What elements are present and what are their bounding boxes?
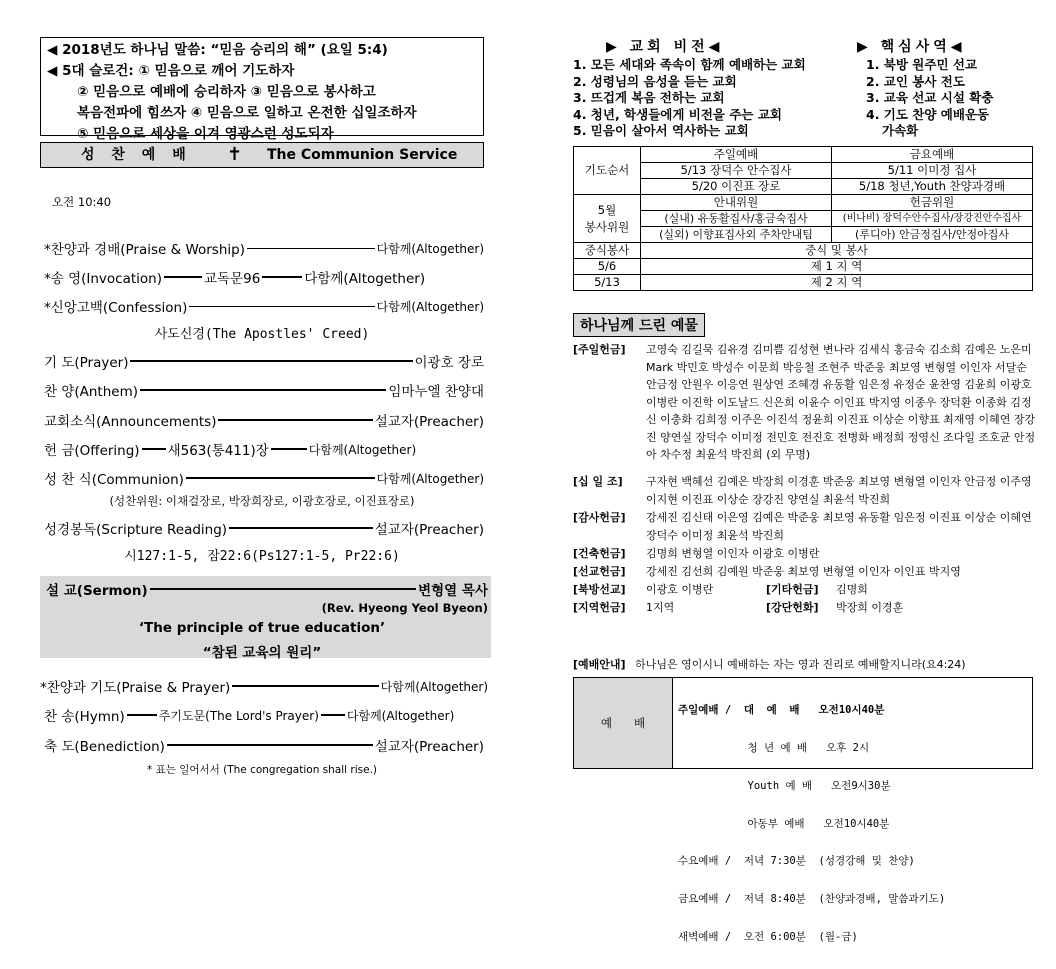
order-item: 찬 송(Hymn) [44,709,125,725]
vision-title: ▶ 교회 비전◀ [606,39,724,55]
ministry-title: ▶ 핵심사역◀ [857,39,966,55]
order-item: *신앙고백(Confession) [44,300,188,316]
offering-label: [건축헌금] [573,547,626,560]
lunch-value: 제 2 지 역 [641,275,1033,291]
motto-line-3: ② 믿음으로 예배에 승리하자 ③ 믿음으로 봉사하고 [77,84,376,100]
sunday-head: 주일예배 [641,147,832,163]
creed: 사도신경(The Apostles' Creed) [154,327,370,342]
service-title-english: The Communion Service [267,147,458,163]
order-item: 찬 양(Anthem) [44,384,139,400]
offering-label: [지역헌금] [573,601,626,614]
offering-label: [북방선교] [573,583,626,596]
schedule-line: 새벽예배 / 오전 6:00분 (월-금) [678,930,858,943]
offering-names: 1지역 [646,601,675,614]
scripture-reference: 시127:1-5, 잠22:6(Ps127:1-5, Pr22:6) [124,549,400,564]
offering-names: 김명희 변형열 이인자 이광호 이병란 [646,547,820,560]
cross-icon: ✝ [227,144,243,165]
prayer-label: 기도순서 [574,147,641,195]
vision-item: 3. 뜨겁게 복음 전하는 교회 [573,90,725,105]
lunch-date: 5/13 [574,275,641,291]
schedule-line: Youth 예 배 오전9시30분 [678,779,891,792]
ministry-item: 2. 교인 봉사 전도 [866,73,965,89]
sermon-title-english: ‘The principle of true education’ [138,620,386,636]
worship-guide-text: 하나님은 영이시니 예배하는 자는 영과 진리로 예배할지니라(요4:24) [635,658,966,671]
service-banner [40,142,484,168]
order-item: 기 도(Prayer) [44,355,129,371]
order-item: *송 영(Invocation) [44,271,162,287]
ministry-item: 4. 기도 찬양 예배운동 [866,106,990,122]
order-leader: 설교자(Preacher) [374,739,484,755]
order-leader: 다함께(Altogether) [346,708,455,723]
offering-label: [감사헌금] [573,511,626,524]
lunch-head: 중식 및 봉사 [641,243,1033,259]
offering-names: 고영숙 김길묵 김유경 김미쁨 김성현 변나라 김세식 홍금숙 김소희 김예은 노은미 Mark 박민호 박성수 이문희 박응철 조현주 박준웅 최보영 변형열 이인자 서달순 안금정 안원우 이응연 원상연 조혜경 유동활 임은정 유정순 윤찬영 김윤희 이광호 이병란 이진학 이도날드 신은희 이윤수 이인표 박지영 이종우 장덕환 이종화 김정신 이충화 김희정 이주은 이진석 정윤희 이진표 이상순 이향표 최재영 이혜연 장강진 양연실 장덕수 이미정 전민호 전진호 전병화 배정희 정영신 조다일 조호균 안정아 차수정 최윤석 박진희 (외 무명) [646,343,1036,461]
service-title-korean: 성 찬 예 배 [81,147,192,163]
vision-item: 4. 청년, 학생들에게 비전을 주는 교회 [573,106,783,122]
worship-schedule-lines [678,679,945,969]
worship-schedule [573,677,1033,943]
worship-guide [573,656,966,672]
offering-sunday [573,341,1036,469]
offering-label: [선교헌금] [573,565,626,578]
usher-2: (실외) 이향표집사외 주차안내팀 [641,227,832,243]
order-item: *찬양과 기도(Praise & Prayer) [40,680,231,696]
offering-2: (루디아) 안금정집사/안정아집사 [832,227,1033,243]
preacher: 변형열 목사 [418,583,488,599]
order-lords-prayer: 주기도문(The Lord's Prayer) [158,708,319,723]
order-row-announcements [44,410,484,430]
schedule-line: 주일예배 / 대 예 배 오전10시40분 [678,704,885,717]
offering-thanks [573,509,1033,545]
offering-label: [기타헌금] [766,583,819,596]
order-row-hymn [44,705,488,725]
vision-item: 2. 성령님의 음성을 듣는 교회 [573,73,737,89]
order-item: 축 도(Benediction) [44,739,165,755]
offering-label: [십 일 조] [573,475,623,488]
order-row-prayer [44,351,484,371]
sermon-title-korean: “참된 교육의 원리” [202,645,322,661]
vision-item: 1. 모든 세대와 족속이 함께 예배하는 교회 [573,57,806,72]
order-row-anthem [44,380,484,400]
order-item: 성 찬 식(Communion) [44,472,184,488]
offerings-title: 하나님께 드린 예물 [573,313,705,337]
order-item: *찬양과 경배(Praise & Worship) [44,242,245,258]
ministry-list [866,57,993,140]
offering-label: [주일헌금] [573,343,626,356]
schedule-line: 금요예배 / 저녁 8:40분 (찬양과경배, 말씀과기도) [678,893,946,906]
stand-note: * 표는 일어서서 (The congregation shall rise.) [146,764,378,776]
motto-box [40,37,484,142]
order-leader: 다함께(Altogether) [304,271,426,287]
schedule-line: 아동부 예배 오전10시40분 [678,817,890,830]
order-hymn: 새563(통411)장 [167,443,269,459]
order-row-sermon [46,579,488,599]
sunday-prayer-1: 5/13 장덕수 안수집사 [641,163,832,179]
worship-schedule-label: 예 배 [574,678,673,768]
usher-1: (실내) 유동활집사/홍금숙집사 [641,211,832,227]
offering-names: 구자현 백혜선 김예은 박장희 이경훈 박준웅 최보영 변형열 이인자 안금정 이주영 이지현 이진표 이상순 장강진 양연실 최윤석 박진희 [646,475,1032,506]
order-leader: 다함께(Altogether) [376,299,484,314]
schedule-line: 청 년 예 배 오후 2시 [678,741,870,754]
offering-names: 강세진 김신태 이은영 김예은 박준웅 최보영 유동활 임은정 이진표 이상순 이혜연 장덕수 이미정 최윤석 박진희 [646,511,1032,542]
offering-names: 이광호 이병란 [646,583,714,596]
month-label: 5월 [597,202,617,217]
motto-line-4: 복음전파에 힘쓰자 ④ 믿음으로 일하고 온전한 십일조하자 [77,105,417,121]
worship-guide-label: [예배안내] [573,658,626,671]
order-leader: 설교자(Preacher) [374,522,484,538]
friday-head: 금요예배 [832,147,1033,163]
order-item: 교회소식(Announcements) [44,414,217,430]
duty-table [573,146,1033,291]
usher-head: 안내위원 [641,195,832,211]
order-row-communion [44,468,484,488]
offering-names: 강세진 김선희 김예원 박준웅 최보영 변형열 이인자 이인표 박지영 [646,565,961,578]
order-row-praise-prayer [40,676,488,696]
order-row-benediction [44,735,484,755]
lunch-value: 제 1 지 역 [641,259,1033,275]
service-time: 오전 10:40 [52,195,112,209]
order-item: 설 교(Sermon) [46,583,148,599]
lunch-label: 중식봉사 [574,243,641,259]
vision-list [573,57,806,140]
order-leader: 다함께(Altogether) [376,241,484,256]
order-row-praise [44,238,484,258]
offering-names: 박장희 이경훈 [836,601,904,614]
order-leader: 다함께(Altogether) [376,471,484,486]
ministry-item: 1. 북방 원주민 선교 [866,57,978,72]
order-leader: 설교자(Preacher) [374,414,484,430]
vision-item: 5. 믿음이 살아서 역사하는 교회 [573,123,749,138]
offering-1: (비나비) 장덕수안수집사/장강진안수집사 [832,211,1033,227]
order-row-invocation [44,267,484,287]
order-item: 헌 금(Offering) [44,443,140,459]
motto-line-1: ◀ 2018년도 하나님 말씀: “믿음 승리의 해” (요일 5:4) [47,42,388,58]
order-reading: 교독문96 [204,271,261,287]
ministry-item: 가속화 [882,123,919,138]
order-leader: 이광호 장로 [414,355,484,371]
offering-head: 헌금위원 [832,195,1033,211]
service-committee-label: 봉사위원 [584,219,630,234]
order-row-confession [44,296,484,316]
schedule-line: 수요예배 / 저녁 7:30분 (성경강해 및 찬양) [678,855,915,868]
lunch-date: 5/6 [574,259,641,275]
preacher-english: (Rev. Hyeong Yeol Byeon) [321,601,488,615]
friday-prayer-2: 5/18 청년,Youth 찬양과경배 [832,179,1033,195]
offering-names: 김명희 [836,583,868,596]
order-leader: 다함께(Altogether) [380,679,488,694]
offering-label: [강단헌화] [766,601,819,614]
motto-line-5: ⑤ 믿음으로 세상을 이겨 영광스런 성도되자 [77,126,334,142]
sunday-prayer-2: 5/20 이진표 장로 [641,179,832,195]
order-row-scripture [44,518,484,538]
communion-staff: (성찬위원: 이채걸장로, 박장희장로, 이광호장로, 이진표장로) [109,494,415,508]
order-leader: 다함께(Altogether) [308,442,417,457]
friday-prayer-1: 5/11 이미정 집사 [832,163,1033,179]
order-row-offering [44,439,484,459]
ministry-item: 3. 교육 선교 시설 확충 [866,90,994,105]
order-item: 성경봉독(Scripture Reading) [44,522,228,538]
order-leader: 임마누엘 찬양대 [388,384,484,400]
motto-line-2: ◀ 5대 슬로건: ① 믿음으로 깨어 기도하자 [47,63,295,79]
offering-tithe [573,473,1033,509]
